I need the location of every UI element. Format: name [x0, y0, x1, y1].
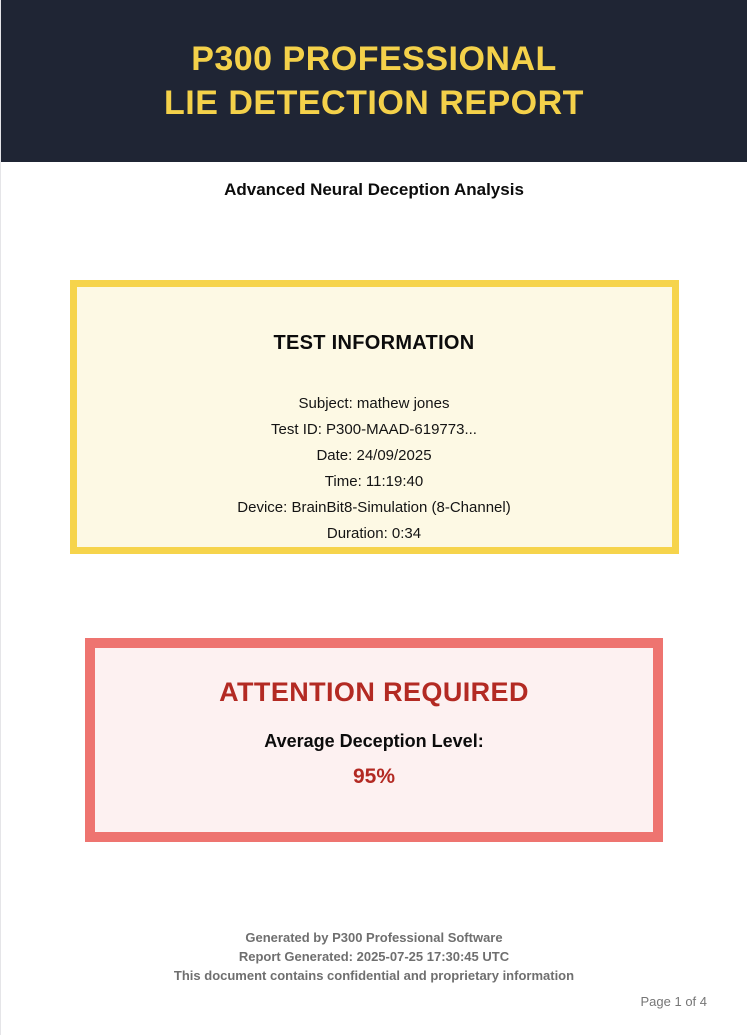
page-indicator: Page 1 of 4	[640, 994, 707, 1009]
footer-report-generated: Report Generated: 2025-07-25 17:30:45 UTC	[238, 949, 510, 964]
report-title-line2: LIE DETECTION REPORT	[164, 84, 584, 122]
test-info-test-id: Test ID: P300-MAAD-619773...	[271, 421, 477, 438]
test-info-time: Time: 11:19:40	[324, 473, 424, 490]
test-information-heading: TEST INFORMATION	[273, 332, 475, 354]
footer-generated-by: Generated by P300 Professional Software	[245, 930, 503, 945]
report-title-line1: P300 PROFESSIONAL	[191, 40, 557, 78]
test-info-duration: Duration: 0:34	[326, 525, 422, 542]
report-subtitle: Advanced Neural Deception Analysis	[224, 180, 524, 199]
deception-level-value: 95%	[352, 765, 396, 788]
report-title	[164, 37, 584, 125]
test-info-device: Device: BrainBit8-Simulation (8-Channel)	[237, 499, 511, 516]
test-information-lines	[77, 391, 672, 547]
report-footer	[1, 928, 747, 985]
attention-required-heading: ATTENTION REQUIRED	[219, 677, 529, 707]
test-info-subject: Subject: mathew jones	[298, 395, 450, 412]
test-info-date: Date: 24/09/2025	[316, 447, 432, 464]
test-information-box	[70, 280, 679, 554]
deception-level-label: Average Deception Level:	[264, 731, 484, 751]
footer-confidentiality-notice: This document contains confidential and proprietary information	[173, 968, 575, 983]
attention-required-box	[85, 638, 663, 842]
report-header	[1, 0, 747, 162]
